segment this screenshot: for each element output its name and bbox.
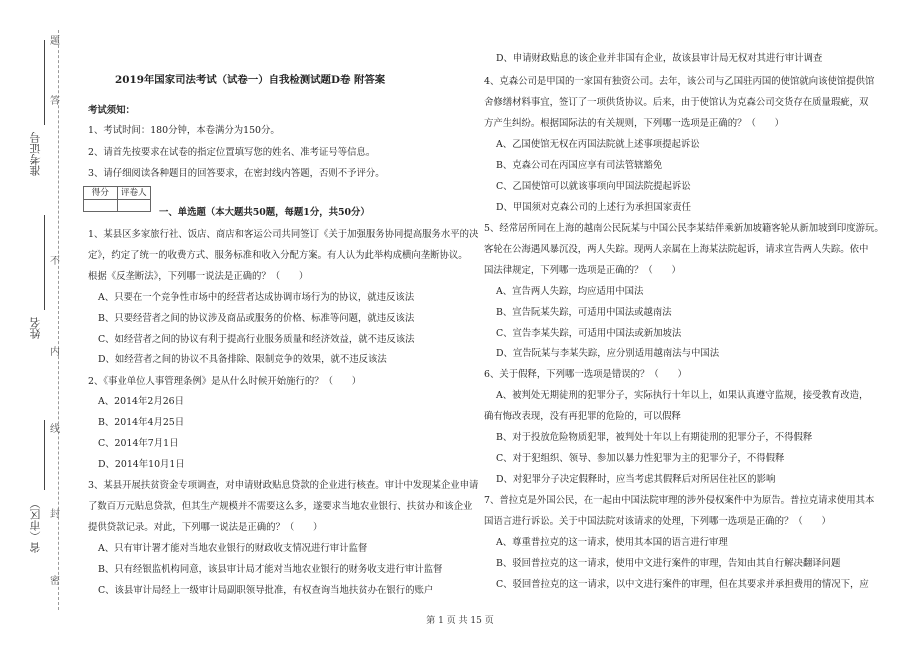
- option-line: A、只有审计署才能对当地农业银行的财政收支情况进行审计监督: [98, 543, 368, 554]
- option-line: D、2014年10月1日: [98, 459, 185, 470]
- province-line: [44, 420, 45, 490]
- question-line: 方产生纠纷。根据国际法的有关规则，下列哪一选项是正确的？（ ）: [484, 118, 785, 129]
- seal-char: 答: [50, 96, 60, 107]
- province-label: 省（市区）: [29, 498, 42, 553]
- grader-cell-label: 评卷人: [120, 188, 147, 198]
- question-line: 提供贷款记录。对此，下列哪一说法是正确的？（ ）: [88, 522, 323, 533]
- question-line: 了数百万元贴息贷款，但其生产规模并不需要这么多，遂要求当地农业银行、扶贫办和该企业: [88, 501, 473, 512]
- notice-item: 3、请仔细阅读各种题目的回答要求，在密封线内答题，否则不予评分。: [88, 168, 385, 179]
- option-line: B、宣告阮某失踪，可适用中国法或越南法: [496, 307, 672, 318]
- score-box: [83, 186, 151, 212]
- name-label: 姓名: [29, 317, 42, 339]
- option-line: C、如经营者之间的协议有利于提高行业服务质量和经济效益，就不违反该法: [98, 334, 415, 345]
- seal-line: [58, 30, 59, 610]
- option-line: B、只要经营者之间的协议涉及商品或服务的价格、标准等问题，就违反该法: [98, 313, 415, 324]
- seal-char: 线: [50, 424, 60, 435]
- grader-cell-empty: [118, 200, 151, 211]
- notice-item: 1、考试时间：180分钟，本卷满分为150分。: [88, 125, 280, 136]
- question-line: 4、克森公司是甲国的一家国有独资公司。去年，该公司与乙国驻丙国的使馆就向该使馆提供馆: [484, 76, 875, 87]
- question-line: 国语言进行诉讼。关于中国法院对该请求的处理，下列哪一选项是正确的？（ ）: [484, 516, 831, 527]
- option-line: B、只有经银监机构同意，该县审计局才能对当地农业银行的财务收支进行审计监督: [98, 564, 443, 575]
- seal-char: 内: [50, 347, 60, 358]
- page-title: 2019年国家司法考试（试卷一）自我检测试题D卷 附答案: [115, 74, 386, 86]
- option-line: C、对于犯组织、领导、参加以暴力性犯罪为主的犯罪分子，不得假释: [496, 453, 785, 464]
- name-line: [44, 215, 45, 310]
- option-line: C、宣告李某失踪，可适用中国法或新加坡法: [496, 328, 682, 339]
- question-line: 5、经常居所同在上海的越南公民阮某与中国公民李某结伴乘新加坡籍客轮从新加坡到印度游玩。: [484, 223, 884, 234]
- question-line: 定》，约定了统一的收费方式、服务标准和收入分配方案。有人认为此举构成横向垄断协议。: [88, 250, 468, 261]
- exam-number-label: 准考证号: [29, 132, 42, 176]
- question-line: 1、某县区多家旅行社、饭店、商店和客运公司共同签订《关于加强服务协同提高服务水平的决: [88, 229, 479, 240]
- page-number: 第 1 页 共 15 页: [426, 616, 494, 626]
- option-line: D、甲国须对克森公司的上述行为承担国家责任: [496, 202, 692, 213]
- option-line: D、对犯罪分子决定假释时，应当考虑其假释后对所居住社区的影响: [496, 474, 776, 485]
- score-cell-label: 得分: [84, 187, 118, 199]
- option-line: B、驳回普拉克的这一请求，使用中文进行案件的审理，告知由其自行解决翻译问题: [496, 558, 841, 569]
- seal-char: 题: [50, 36, 60, 47]
- option-line: D、如经营者之间的协议不具备排除、限制竞争的效果，就不违反该法: [98, 354, 387, 365]
- question-line: 6、关于假释，下列哪一选项是错误的？（ ）: [484, 369, 687, 380]
- option-line: B、对于投放危险物质犯罪，被判处十年以上有期徒刑的犯罪分子，不得假释: [496, 432, 813, 443]
- notice-title: 考试须知：: [88, 105, 135, 116]
- question-line: 舍修缮材料事宜，签订了一项供货协议。后来，由于使馆认为克森公司交货存在质量瑕疵，双: [484, 97, 869, 108]
- option-line: C、该县审计局经上一级审计局副职领导批准，有权查询当地扶贫办在银行的账户: [98, 585, 434, 596]
- option-line: B、2014年4月25日: [98, 417, 185, 428]
- option-line: D、宣告阮某与李某失踪，应分别适用越南法与中国法: [496, 348, 720, 359]
- option-line: A、尊重普拉克的这一请求，使用其本国的语言进行审理: [496, 537, 728, 548]
- question-line: 3、某县开展扶贫资金专项调查，对申请财政贴息贷款的企业进行核查。审计中发现某企业申请: [88, 480, 479, 491]
- section-title: 一、单选题（本大题共50题，每题1分，共50分）: [159, 207, 370, 218]
- seal-char: 不: [50, 256, 60, 267]
- option-line: A、只要在一个竞争性市场中的经营者达成协调市场行为的协议，就违反该法: [98, 292, 415, 303]
- option-line: B、克森公司在丙国应享有司法管辖豁免: [496, 160, 663, 171]
- binding-margin: [0, 0, 70, 650]
- option-line: C、乙国使馆可以就该事项向甲国法院提起诉讼: [496, 181, 691, 192]
- question-line: 2、《事业单位人事管理条例》是从什么时候开始施行的？（ ）: [88, 376, 362, 387]
- option-line: A、乙国使馆无权在丙国法院就上述事项提起诉讼: [496, 139, 700, 150]
- score-cell-empty: [84, 200, 118, 211]
- question-line: 7、普拉克是外国公民，在一起由中国法院审理的涉外侵权案件中为原告。普拉克请求使用其本: [484, 495, 875, 506]
- question-line: 国法律规定，下列哪一选项是正确的？（ ）: [484, 265, 681, 276]
- seal-char: 封: [50, 509, 60, 520]
- notice-item: 2、请首先按要求在试卷的指定位置填写您的姓名、准考证号等信息。: [88, 147, 376, 158]
- question-line: 客轮在公海遇风暴沉没，两人失踪。现两人亲属在上海某法院起诉，请求宣告两人失踪。依中: [484, 244, 869, 255]
- exam-number-line: [44, 40, 45, 125]
- option-line: C、驳回普拉克的这一请求，以中文进行案件的审理，但在其要求并承担费用的情况下，应: [496, 579, 869, 590]
- question-line: 根据《反垄断法》，下列哪一说法是正确的？（ ）: [88, 271, 309, 282]
- option-line: A、宣告两人失踪，均应适用中国法: [496, 286, 644, 297]
- option-line: A、被判处无期徒刑的犯罪分子，实际执行十年以上，如果认真遵守监规，接受教育改造，: [496, 390, 869, 401]
- option-line: C、2014年7月1日: [98, 438, 179, 449]
- option-line: A、2014年2月26日: [98, 396, 185, 407]
- seal-char: 密: [50, 576, 60, 587]
- option-line: 确有悔改表现，没有再犯罪的危险的，可以假释: [484, 411, 681, 422]
- option-line: D、申请财政贴息的该企业并非国有企业，故该县审计局无权对其进行审计调查: [496, 53, 823, 64]
